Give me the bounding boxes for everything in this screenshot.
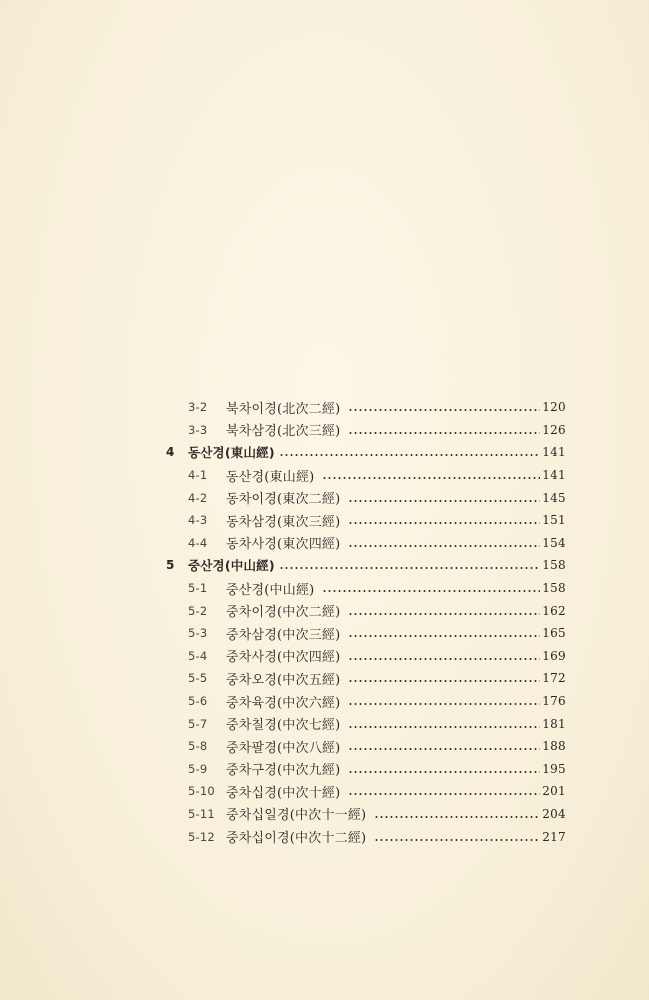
toc-entry-number: 3-3: [188, 422, 208, 437]
toc-entry-page: 120: [542, 400, 566, 415]
toc-entry[interactable]: [166, 712, 566, 735]
toc-chapter-page: 158: [542, 558, 566, 573]
toc-chapter-number: 5: [166, 558, 175, 573]
dot-leader: [348, 658, 540, 660]
toc-entry-number: 5-5: [188, 671, 208, 686]
toc-entry[interactable]: [166, 667, 566, 690]
toc-chapter-title: 중산경(中山經): [188, 558, 275, 574]
toc-entry[interactable]: [166, 396, 566, 419]
dot-leader: [374, 839, 540, 841]
toc-entry-number: 5-11: [188, 806, 215, 821]
toc-chapter-number: 4: [166, 445, 175, 460]
dot-leader: [348, 613, 540, 615]
dot-leader: [348, 680, 540, 682]
toc-entry[interactable]: [166, 758, 566, 781]
toc-chapter-title: 동산경(東山經): [188, 445, 275, 461]
toc-entry-title: 중차십경(中次十經): [226, 785, 341, 801]
dot-leader: [348, 522, 540, 524]
toc-entry-title: 중차오경(中次五經): [226, 672, 341, 688]
dot-leader: [348, 545, 540, 547]
dot-leader: [279, 454, 540, 456]
toc-entry-title: 중차삼경(中次三經): [226, 627, 341, 643]
dot-leader: [348, 635, 540, 637]
toc-entry-number: 5-12: [188, 829, 215, 844]
toc-entry-title: 중차칠경(中次七經): [226, 718, 341, 734]
toc-entry-title: 동차삼경(東次三經): [226, 514, 341, 530]
toc-entry-title: 중산경(中山經): [226, 582, 315, 598]
toc-entry-number: 5-2: [188, 603, 208, 618]
toc-entry-number: 4-4: [188, 535, 208, 550]
toc-entry[interactable]: [166, 577, 566, 600]
toc-entry-title: 중차십일경(中次十一經): [226, 808, 367, 824]
toc-entry[interactable]: [166, 803, 566, 826]
toc-chapter-page: 141: [542, 445, 566, 460]
toc-entry-page: 141: [542, 468, 566, 483]
toc-entry-number: 5-3: [188, 626, 208, 641]
toc-entry-number: 4-1: [188, 468, 208, 483]
toc-entry-page: 188: [542, 739, 566, 754]
dot-leader: [348, 703, 540, 705]
toc-entry-title: 중차이경(中次二經): [226, 605, 341, 621]
toc-entry-page: 162: [542, 603, 566, 618]
toc-entry-title: 동차사경(東次四經): [226, 537, 341, 553]
dot-leader: [322, 590, 540, 592]
toc-entry-title: 중차팔경(中次八經): [226, 740, 341, 756]
toc-entry-page: 126: [542, 422, 566, 437]
toc-entry-number: 5-9: [188, 761, 208, 776]
toc-entry-title: 북차이경(北次二經): [226, 401, 341, 417]
dot-leader: [348, 771, 540, 773]
dot-leader: [348, 748, 540, 750]
toc-entry-title: 중차구경(中次九經): [226, 763, 341, 779]
dot-leader: [348, 432, 540, 434]
dot-leader: [322, 477, 540, 479]
toc-entry-number: 5-6: [188, 694, 208, 709]
toc-entry[interactable]: [166, 780, 566, 803]
toc-entry-number: 5-8: [188, 739, 208, 754]
toc-entry-page: 165: [542, 626, 566, 641]
toc-entry-title: 동차이경(東次二經): [226, 492, 341, 508]
toc-entry-page: 201: [542, 784, 566, 799]
toc-entry-title: 중차육경(中次六經): [226, 695, 341, 711]
toc-entry-number: 5-7: [188, 716, 208, 731]
toc-entry-page: 169: [542, 648, 566, 663]
toc-entry-page: 172: [542, 671, 566, 686]
toc-entry[interactable]: [166, 690, 566, 713]
toc-entry-page: 176: [542, 694, 566, 709]
toc-chapter[interactable]: [166, 441, 566, 464]
dot-leader: [348, 409, 540, 411]
toc-entry-page: 195: [542, 761, 566, 776]
toc-entry-title: 중차사경(中次四經): [226, 650, 341, 666]
dot-leader: [279, 567, 540, 569]
dot-leader: [348, 793, 540, 795]
toc-entry[interactable]: [166, 622, 566, 645]
toc-entry[interactable]: [166, 509, 566, 532]
toc-entry-number: 5-4: [188, 648, 208, 663]
toc-entry-number: 5-1: [188, 581, 208, 596]
toc-entry[interactable]: [166, 419, 566, 442]
toc-entry-page: 181: [542, 716, 566, 731]
toc-entry-title: 동산경(東山經): [226, 469, 315, 485]
toc-entry-page: 158: [542, 581, 566, 596]
toc-entry[interactable]: [166, 735, 566, 758]
dot-leader: [348, 726, 540, 728]
toc-entry-page: 145: [542, 490, 566, 505]
table-of-contents: [166, 396, 566, 848]
toc-entry[interactable]: [166, 645, 566, 668]
toc-entry[interactable]: [166, 825, 566, 848]
toc-chapter[interactable]: [166, 554, 566, 577]
toc-entry[interactable]: [166, 532, 566, 555]
toc-entry-title: 북차삼경(北次三經): [226, 424, 341, 440]
toc-entry-page: 154: [542, 535, 566, 550]
toc-entry[interactable]: [166, 464, 566, 487]
toc-entry[interactable]: [166, 486, 566, 509]
dot-leader: [374, 816, 540, 818]
toc-entry-number: 5-10: [188, 784, 215, 799]
toc-entry-number: 4-3: [188, 513, 208, 528]
toc-entry-page: 217: [542, 829, 566, 844]
toc-entry-number: 3-2: [188, 400, 208, 415]
toc-entry-page: 204: [542, 806, 566, 821]
toc-entry-page: 151: [542, 513, 566, 528]
dot-leader: [348, 500, 540, 502]
toc-entry-title: 중차십이경(中次十二經): [226, 831, 367, 847]
toc-entry[interactable]: [166, 599, 566, 622]
toc-entry-number: 4-2: [188, 490, 208, 505]
